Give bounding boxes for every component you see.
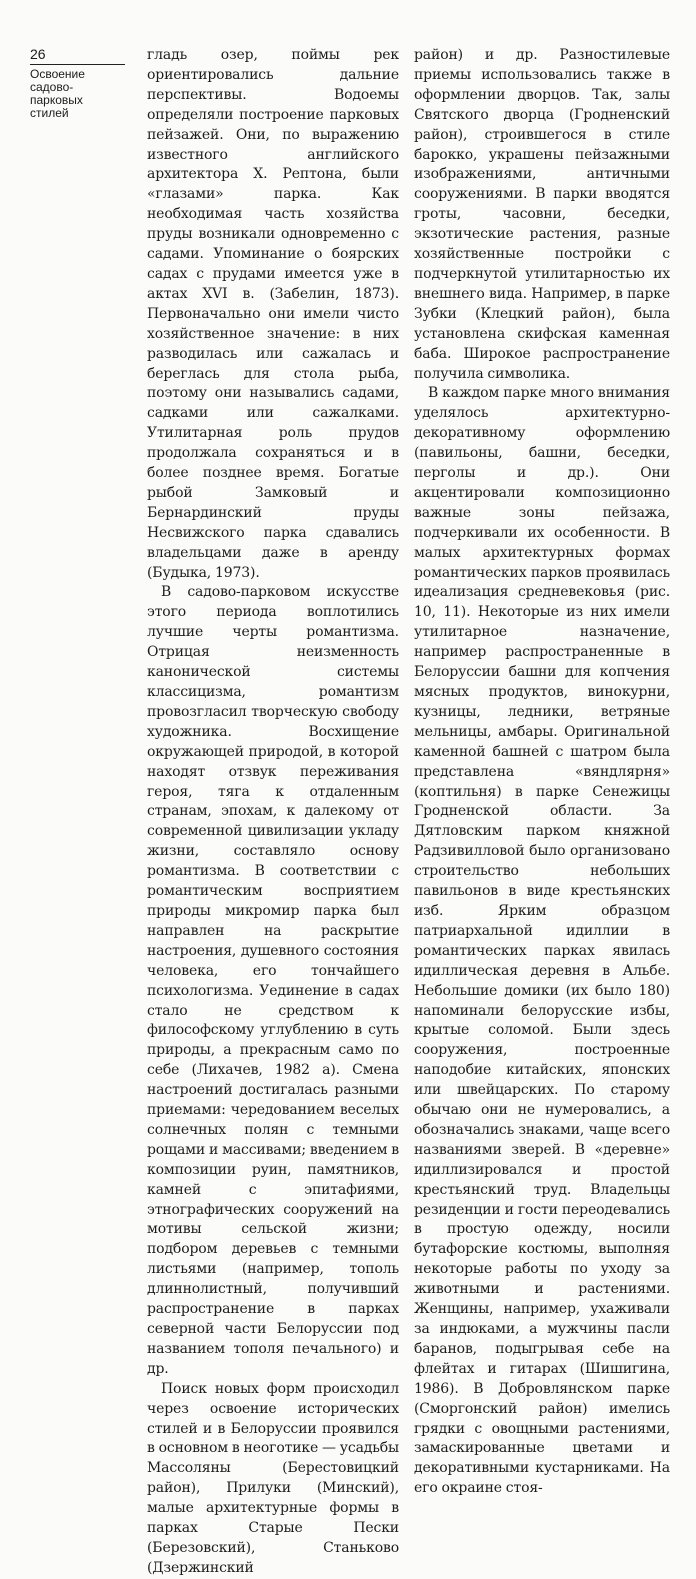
running-head-line: парковых bbox=[30, 93, 83, 107]
running-head-line: Освоение bbox=[30, 67, 85, 81]
paragraph: гладь озер, поймы рек ориентировались дальние перспективы. Водоемы определяли построение парковых пейзажей. Они, по выражению известного английского архитектора Х. Рептона, были «глазами» парка. Как необходимая часть хозяйства пруды возникали одновременно с садами. Упоминание о боярских садах с прудами имеется уже в актах XVI в. (Забелин, 1873). Первоначально они имели чисто хозяйственное значение: в них разводилась или сажалась и береглась для стола рыба, поэтому они назывались садами, садками или сажалками. Утилитарная роль прудов продолжала сохраняться и в более позднее время. Богатые рыбой Замковый и Бернардинский пруды Несвижского парка сдавались владельцами даже в аренду (Будыка, 1973). bbox=[147, 47, 399, 581]
paragraph: В садово-парковом искусстве этого периода воплотились лучшие черты романтизма. Отрицая неизменность канонической системы классицизма, романтизм провозгласил творческую свободу художника. Восхищение окружающей природой, в которой находят отзвук переживания героя, тяга к отдаленным странам, эпохам, к далекому от современной цивилизации укладу жизни, составляло основу романтизма. В соответствии с романтическим восприятием природы микромир парка был направлен на раскрытие настроения, душевного состояния человека, его тончайшего психологизма. Уединение в садах стало не средством к философскому углублению в суть природы, а прекрасным само по себе (Лихачев, 1982 а). Смена настроений достигалась разными приемами: чередованием веселых солнечных полян с темными рощами и массивами; введением в композиции руин, памятников, камней с эпитафиями, этнографических сооружений на мотивы сельской жизни; подбором деревьев с темными листьями (например, тополь длиннолистный, получивший распространение в парках северной части Белоруссии под названием тополя печального) и др. bbox=[147, 584, 399, 1377]
running-head-line: садово- bbox=[30, 80, 74, 94]
right-text-column bbox=[414, 46, 670, 1499]
running-head bbox=[30, 68, 130, 120]
paragraph: В каждом парке много внимания уделялось архитектурно-декоративному оформлению (павильоны, башни, беседки, перголы и др.). Они акцентировали композиционно важные зоны пейзажа, подчеркивали их особенности. В малых архитектурных формах романтических парков проявилась идеализация средневековья (рис. 10, 11). Некоторые из них имели утилитарное назначение, например распространенные в Белоруссии башни для копчения мясных продуктов, винокурни, кузницы, ледники, ветряные мельницы, амбары. Оригинальной каменной башней с шатром была представлена «вяндлярня» (коптильня) в парке Сенежицы Гродненской области. За Дятловским парком княжной Радзивилловой было организовано строительство небольших павильонов в виде крестьянских изб. Ярким образцом патриархальной идиллии в романтических парках явилась идиллическая деревня в Альбе. Небольшие домики (их было 180) напоминали белорусские избы, крытые соломой. Были здесь сооружения, построенные наподобие китайских, японских или швейцарских. По старому обычаю они не нумеровались, а обозначались знаками, чаще всего названиями зверей. В «деревне» идиллизировался и простой крестьянский труд. Владельцы резиденции и гости переодевались в простую одежду, носили бутафорские костюмы, выполняя некоторые работы по уходу за животными и растениями. Женщины, например, ухаживали за индюками, а мужчины пасли баранов, подыгрывая себе на флейтах и гитарах (Шишигина, 1986). В Добровлянском парке (Сморгонский район) имелись грядки с овощными растениями, замаскированные цветами и декоративными кустарниками. На его окраине стоя- bbox=[414, 385, 670, 1497]
paragraph: Поиск новых форм происходил через освоение исторических стилей и в Белоруссии проявился в основном в неоготике — усадьбы Массоляны (Берестовицкий район), Прилуки (Минский), малые архитектурные формы в парках Старые Пески (Березовский), Станьково (Дзержинский bbox=[147, 1380, 399, 1576]
page-number: 26 bbox=[30, 46, 46, 62]
running-head-line: стилей bbox=[30, 106, 69, 120]
header-rule bbox=[30, 64, 125, 65]
paragraph: район) и др. Разностилевые приемы использовались также в оформлении дворцов. Так, залы Святского дворца (Гродненский район), строившегося в стиле барокко, украшены пейзажными изображениями, античными сооружениями. В парки вводятся гроты, часовни, беседки, экзотические растения, разные хозяйственные постройки с подчеркнутой утилитарностью их внешнего вида. Например, в парке Зубки (Клецкий район), была установлена скифская каменная баба. Широкое распространение получила символика. bbox=[414, 47, 670, 382]
left-text-column bbox=[147, 46, 399, 1579]
